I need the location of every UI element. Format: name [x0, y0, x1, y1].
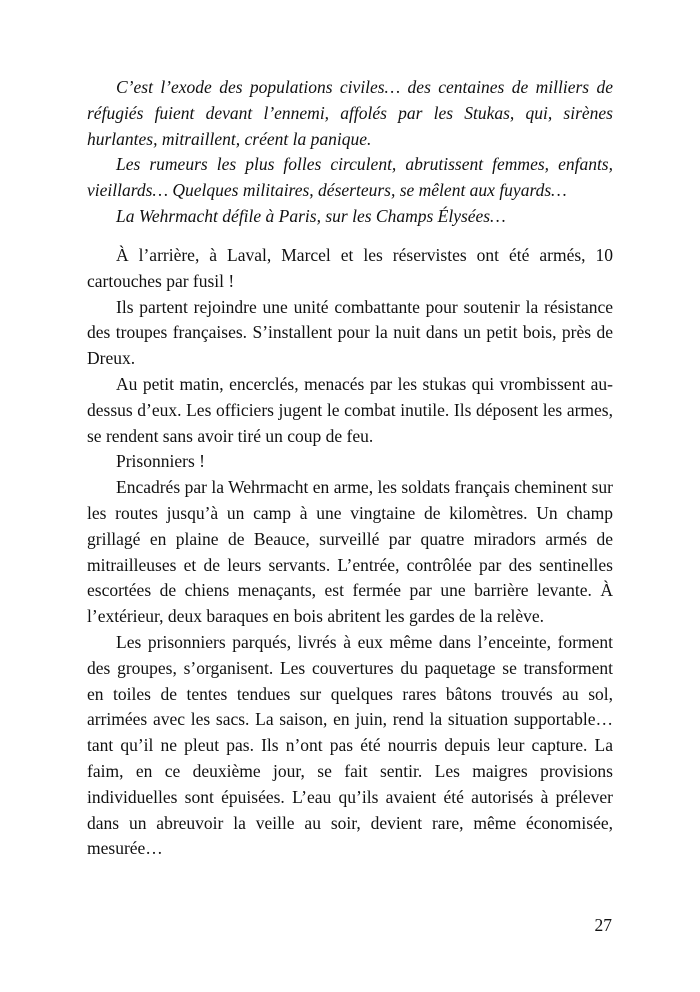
italic-paragraph: Les rumeurs les plus folles circulent, abrutissent femmes, enfants, vieillards… Quelques militaires, déserteurs, se mêlent aux fuyards… — [87, 154, 613, 201]
italic-paragraph: La Wehrmacht défile à Paris, sur les Champs Élysées… — [116, 205, 506, 226]
body-paragraph: À l’arrière, à Laval, Marcel et les réservistes ont été armés, 10 cartouches par fusil ! — [87, 245, 613, 291]
body-paragraph: Encadrés par la Wehrmacht en arme, les soldats français cheminent sur les routes jusqu’à un camp à une vingtaine de kilomètres. Un champ grillagé en plaine de Beauce, surveillé par quatre miradors armés de mitrailleuses et de leurs servants. L’entrée, contrôlée par des sentinelles escortées de chiens menaçants, est fermée par une barrière levante. À l’extérieur, deux baraques en bois abritent les gardes de la relève. — [87, 477, 613, 627]
body-paragraph: Au petit matin, encerclés, menacés par les stukas qui vrombissent au-dessus d’eux. Les officiers jugent le combat inutile. Ils déposent les armes, se rendent sans avoir tiré un coup de feu. — [87, 373, 613, 446]
italic-paragraph: C’est l’exode des populations civiles… des centaines de milliers de réfugiés fuient devant l’ennemi, affolés par les Stukas, qui, sirènes hurlantes, mitraillent, créent la panique. — [87, 77, 613, 149]
body-text — [87, 243, 613, 862]
italic-passage — [87, 75, 613, 230]
body-paragraph: Ils partent rejoindre une unité combattante pour soutenir la résistance des troupes françaises. S’installent pour la nuit dans un petit bois, près de Dreux. — [87, 296, 613, 369]
body-paragraph: Prisonniers ! — [116, 451, 205, 472]
page-number: 27 — [594, 915, 612, 935]
body-paragraph: Les prisonniers parqués, livrés à eux même dans l’enceinte, forment des groupes, s’organisent. Les couvertures du paquetage se transforment en toiles de tentes tendues sur quelques rares bâtons trouvés au sol, arrimées avec les sacs. La saison, en juin, rend la situation supportable… tant qu’il ne pleut pas. Ils n’ont pas été nourris depuis leur capture. La faim, en ce deuxième jour, se fait sentir. Les maigres provisions individuelles sont épuisées. L’eau qu’ils avaient été autorisés à prélever dans un abreuvoir la veille au soir, devient rare, même économisée, mesurée… — [87, 631, 613, 859]
